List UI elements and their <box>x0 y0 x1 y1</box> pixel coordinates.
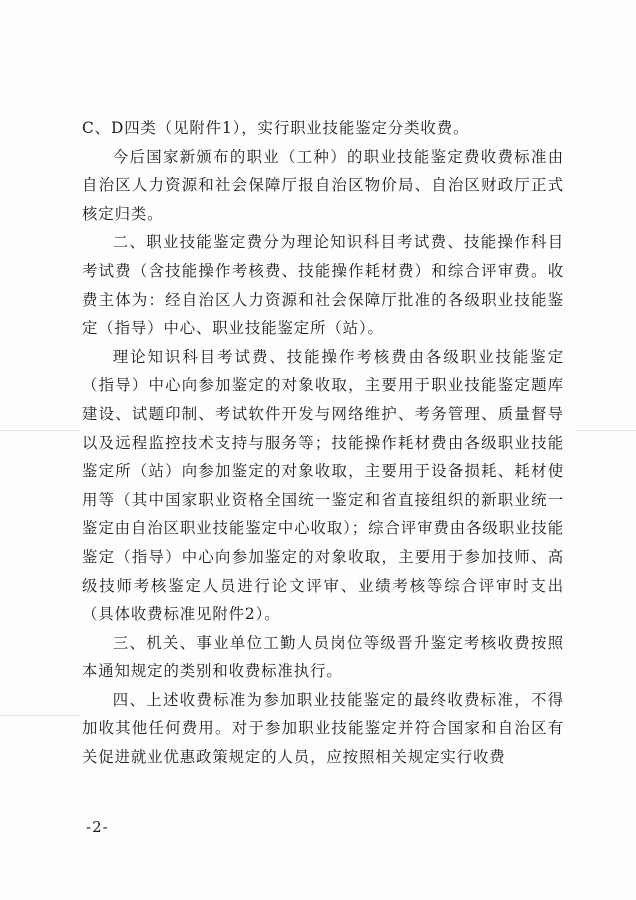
paragraph-continuation: C、D四类（见附件1），实行职业技能鉴定分类收费。 <box>82 119 470 137</box>
paragraph-section-two: 二、职业技能鉴定费分为理论知识科目考试费、技能操作科目考试费（含技能操作考核费、技能操作耗材费）和综合评审费。收费主体为：经自治区人力资源和社会保障厅批准的各级职业技能鉴定（指导）中心、职业技能鉴定所（站）。 <box>82 233 564 338</box>
scan-artifact-line <box>0 430 80 431</box>
document-body <box>82 114 564 772</box>
scan-artifact-line <box>0 715 80 716</box>
paragraph-fee-usage: 理论知识科目考试费、技能操作考核费由各级职业技能鉴定（指导）中心向参加鉴定的对象收取，主要用于职业技能鉴定题库建设、试题印制、考试软件开发与网络维护、考务管理、质量督导以及远程监控技术支持与服务等；技能操作耗材费由各级职业技能鉴定所（站）向参加鉴定的对象收取，主要用于设备损耗、耗材使用等（其中国家职业资格全国统一鉴定和省直接组织的新职业统一鉴定由自治区职业技能鉴定中心收取）；综合评审费由各级职业技能鉴定（指导）中心向参加鉴定的对象收取，主要用于参加技师、高级技师考核鉴定人员进行论文评审、业绩考核等综合评审时支出（具体收费标准见附件2）。 <box>82 347 564 624</box>
paragraph-new-occupation-rule: 今后国家新颁布的职业（工种）的职业技能鉴定费收费标准由自治区人力资源和社会保障厅报自治区物价局、自治区财政厅正式核定归类。 <box>82 147 564 223</box>
paragraph-section-three: 三、机关、事业单位工勤人员岗位等级晋升鉴定考核收费按照本通知规定的类别和收费标准执行。 <box>82 633 564 681</box>
scan-artifact-line <box>575 430 636 431</box>
page-number: -2- <box>86 818 109 836</box>
paragraph-section-four: 四、上述收费标准为参加职业技能鉴定的最终收费标准，不得加收其他任何费用。对于参加职业技能鉴定并符合国家和自治区有关促进就业优惠政策规定的人员，应按照相关规定实行收费 <box>82 690 564 767</box>
